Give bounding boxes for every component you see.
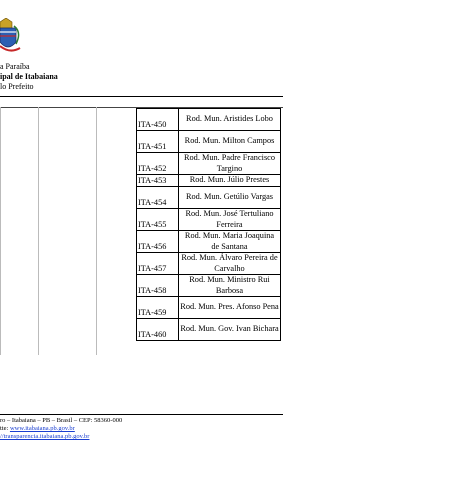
header-divider	[0, 96, 283, 97]
table-row	[137, 275, 281, 297]
footer-address: ro – Itabaiana – PB – Brasil – CEP: 58360-000	[0, 417, 123, 424]
road-name: Rod. Mun. José Tertuliano Ferreira	[179, 209, 281, 231]
road-code: ITA-460	[137, 319, 179, 341]
road-code: ITA-450	[137, 109, 179, 131]
table-row	[137, 297, 281, 319]
road-code: ITA-451	[137, 131, 179, 153]
road-name: Rod. Mun. Gov. Ivan Bichara	[179, 319, 281, 341]
road-name: Rod. Mun. Aristides Lobo	[179, 109, 281, 131]
table-row	[137, 131, 281, 153]
road-name: Rod. Mun. Ministro Rui Barbosa	[179, 275, 281, 297]
table-column-line	[38, 107, 39, 355]
road-code: ITA-454	[137, 187, 179, 209]
road-code: ITA-455	[137, 209, 179, 231]
table-row	[137, 187, 281, 209]
header-municipality-line: ipal de Itabaiana	[0, 72, 58, 81]
table-row	[137, 231, 281, 253]
document-footer	[0, 417, 122, 441]
road-code: ITA-457	[137, 253, 179, 275]
road-name: Rod. Mun. Álvaro Pereira de Carvalho	[179, 253, 281, 275]
road-name: Rod. Mun. Júlio Prestes	[179, 175, 281, 187]
road-code: ITA-453	[137, 175, 179, 187]
table-row	[137, 253, 281, 275]
document-header	[0, 62, 58, 92]
road-name: Rod. Mun. Getúlio Vargas	[179, 187, 281, 209]
table-row	[137, 109, 281, 131]
roads-table	[136, 108, 281, 341]
transparency-portal-link[interactable]: //transparencia.itabaiana.pb.gov.br	[0, 433, 90, 440]
road-name: Rod. Mun. Milton Campos	[179, 131, 281, 153]
road-name: Rod. Mun. Padre Francisco Targino	[179, 153, 281, 175]
table-row	[137, 153, 281, 175]
footer-divider	[0, 414, 283, 415]
table-row	[137, 175, 281, 187]
table-row	[137, 319, 281, 341]
roads-table-body	[137, 109, 281, 341]
header-office-line: lo Prefeito	[0, 82, 34, 91]
table-row	[137, 209, 281, 231]
footer-site-prefix: tte:	[0, 425, 10, 432]
road-name: Rod. Mun. Pres. Afonso Pena	[179, 297, 281, 319]
road-name: Rod. Mun. Maria Joaquina de Santana	[179, 231, 281, 253]
road-code: ITA-459	[137, 297, 179, 319]
website-link[interactable]: www.itabaiana.pb.gov.br	[9, 425, 75, 432]
coat-of-arms-icon	[0, 18, 22, 60]
road-code: ITA-456	[137, 231, 179, 253]
table-column-line	[0, 107, 1, 355]
road-code: ITA-458	[137, 275, 179, 297]
road-code: ITA-452	[137, 153, 179, 175]
table-column-line	[96, 107, 97, 355]
footer-site-line	[0, 425, 122, 433]
header-state-line: a Paraíba	[0, 62, 30, 71]
